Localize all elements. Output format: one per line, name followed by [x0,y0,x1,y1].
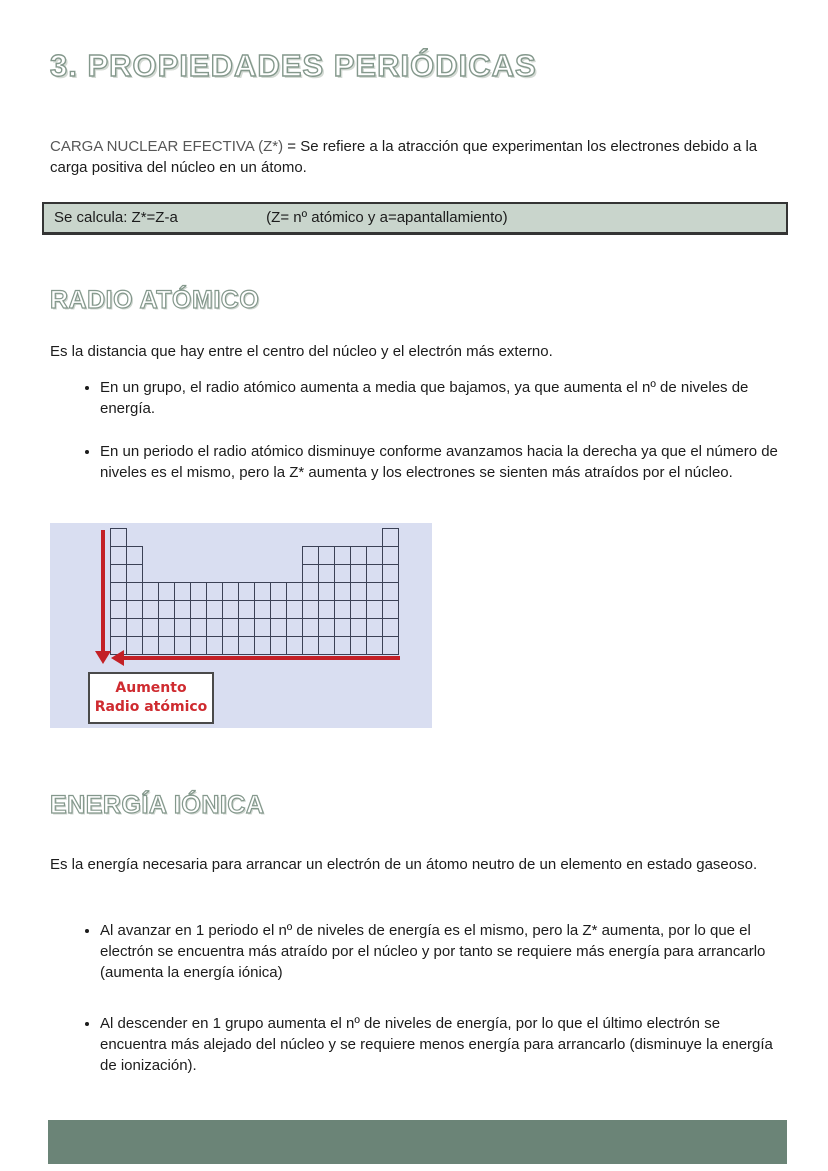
periodic-table-cell [110,600,127,619]
periodic-table-cell [366,618,383,637]
periodic-table-cell [318,582,335,601]
periodic-table-cell [110,618,127,637]
down-arrow-icon [101,530,105,651]
periodic-table-cell [190,582,207,601]
periodic-table-empty-cell [126,528,143,547]
periodic-table-cell [350,636,367,655]
periodic-table-empty-cell [334,528,351,547]
periodic-table-cell [206,618,223,637]
periodic-table-cell [110,528,127,547]
periodic-table-empty-cell [286,564,303,583]
periodic-table-empty-cell [158,546,175,565]
periodic-table-cell [350,582,367,601]
periodic-table-cell [238,618,255,637]
periodic-table-cell [142,636,159,655]
periodic-table-cell [126,600,143,619]
periodic-table-empty-cell [270,546,287,565]
periodic-table-cell [382,564,399,583]
bullet-item: • Al avanzar en 1 periodo el nº de niveles de energía es el mismo, pero la Z* aumenta, por lo que el electrón se encuentra más atraído por el núcleo y por tanto se requiere más energía para arrancarlo (aumenta la energía iónica) [100,920,788,983]
periodic-table-cell [270,618,287,637]
periodic-table-empty-cell [286,528,303,547]
periodic-table-empty-cell [222,564,239,583]
periodic-table-cell [126,618,143,637]
periodic-table-cell [302,582,319,601]
section-heading-energia-ionica: ENERGÍA IÓNICA [50,791,265,819]
periodic-table-cell [174,636,191,655]
periodic-table-cell [222,582,239,601]
energia-intro-paragraph: Es la energía necesaria para arrancar un electrón de un átomo neutro de un elemento en estado gaseoso. [50,856,758,873]
periodic-table-cell [110,546,127,565]
periodic-table-cell [222,600,239,619]
periodic-table-cell [110,564,127,583]
periodic-table-cell [382,618,399,637]
left-arrow-head-icon [111,650,124,666]
periodic-table-empty-cell [270,528,287,547]
page-title: 3. PROPIEDADES PERIÓDICAS [50,48,537,83]
periodic-table-cell [318,618,335,637]
periodic-table-cell [302,600,319,619]
periodic-table-cell [270,582,287,601]
periodic-table-empty-cell [190,546,207,565]
periodic-table-cell [318,600,335,619]
periodic-table-cell [158,600,175,619]
periodic-table-cell [382,600,399,619]
periodic-table-cell [254,600,271,619]
radio-intro-paragraph: Es la distancia que hay entre el centro del núcleo y el electrón más externo. [50,343,553,360]
periodic-table-cell [206,636,223,655]
periodic-table-cell [334,564,351,583]
periodic-table-row [110,528,398,547]
formula-note: (Z= nº atómico y a=apantallamiento) [266,209,508,226]
periodic-table-cell [158,582,175,601]
periodic-table-cell [158,636,175,655]
periodic-table-cell [302,564,319,583]
periodic-table-cell [366,546,383,565]
periodic-table-cell [318,546,335,565]
periodic-table-cell [270,636,287,655]
periodic-table-empty-cell [238,528,255,547]
periodic-table-cell [382,582,399,601]
periodic-table-cell [270,600,287,619]
periodic-table-empty-cell [158,564,175,583]
periodic-table-cell [174,582,191,601]
periodic-table-empty-cell [302,528,319,547]
periodic-table-cell [190,618,207,637]
periodic-table-empty-cell [286,546,303,565]
periodic-table-cell [302,546,319,565]
periodic-table-row [110,582,398,601]
formula-text: Se calcula: Z*=Z-a [54,209,178,226]
bullet-item: • En un grupo, el radio atómico aumenta a media que bajamos, ya que aumenta el nº de niveles de energía. [100,377,788,419]
periodic-table-cell [334,582,351,601]
periodic-table-empty-cell [142,528,159,547]
down-arrow-head-icon [95,651,111,664]
periodic-table-cell [222,636,239,655]
periodic-table-cell [190,600,207,619]
section-heading-radio-atomico: RADIO ATÓMICO [50,286,260,314]
periodic-table-cell [238,600,255,619]
periodic-table-cell [174,600,191,619]
periodic-table-cell [238,636,255,655]
periodic-table-empty-cell [142,564,159,583]
periodic-table-cell [366,600,383,619]
effective-nuclear-charge-definition: = Se refiere a la atracción que experimentan los electrones debido a la carga positiva del núcleo en un átomo. [50,138,758,176]
periodic-table-cell [142,582,159,601]
periodic-table-cell [350,546,367,565]
periodic-table-cell [286,618,303,637]
periodic-table-cell [190,636,207,655]
periodic-table-empty-cell [206,546,223,565]
periodic-table-empty-cell [238,564,255,583]
periodic-table-empty-cell [190,528,207,547]
periodic-table-cell [302,636,319,655]
periodic-table-empty-cell [206,564,223,583]
periodic-table-cell [254,582,271,601]
periodic-table-empty-cell [174,564,191,583]
periodic-table-empty-cell [254,564,271,583]
periodic-table-figure [50,523,432,728]
periodic-table-empty-cell [254,528,271,547]
periodic-table-cell [366,582,383,601]
periodic-table-cell [366,564,383,583]
periodic-table-row [110,636,398,655]
periodic-table-cell [318,636,335,655]
periodic-table-cell [222,618,239,637]
periodic-table-cell [350,618,367,637]
periodic-table-cell [286,582,303,601]
periodic-table-empty-cell [190,564,207,583]
figure-label-line1: Aumento [115,680,187,696]
energia-bullet-list [50,920,788,1076]
periodic-table-row [110,618,398,637]
periodic-table-empty-cell [318,528,335,547]
periodic-table-cell [142,600,159,619]
periodic-table-cell [206,582,223,601]
periodic-table-cell [206,600,223,619]
periodic-table-cell [174,618,191,637]
periodic-table-empty-cell [222,528,239,547]
periodic-table-empty-cell [350,528,367,547]
periodic-table-cell [382,546,399,565]
periodic-table-grid [110,528,398,654]
periodic-table-row [110,600,398,619]
formula-box [42,202,788,235]
periodic-table-row [110,564,398,583]
periodic-table-cell [382,528,399,547]
periodic-table-cell [254,618,271,637]
periodic-table-cell [126,546,143,565]
periodic-table-empty-cell [270,564,287,583]
periodic-table-cell [142,618,159,637]
radio-bullet-list [50,377,788,483]
figure-label-box [88,672,214,724]
effective-nuclear-charge-term: CARGA NUCLEAR EFECTIVA (Z*) [50,138,284,155]
figure-label-line2: Radio atómico [94,699,208,715]
periodic-table-cell [334,618,351,637]
periodic-table-cell [286,600,303,619]
periodic-table-cell [334,636,351,655]
periodic-table-cell [350,564,367,583]
periodic-table-empty-cell [238,546,255,565]
periodic-table-empty-cell [174,546,191,565]
periodic-table-cell [254,636,271,655]
periodic-table-cell [366,636,383,655]
effective-nuclear-charge-paragraph [50,136,788,178]
periodic-table-cell [302,618,319,637]
bullet-item: • En un periodo el radio atómico disminuye conforme avanzamos hacia la derecha ya que el número de niveles es el mismo, pero la Z* aumenta y los electrones se sienten más atraídos por el núcleo. [100,441,788,483]
periodic-table-cell [382,636,399,655]
periodic-table-empty-cell [254,546,271,565]
footer-bar [48,1120,787,1164]
periodic-table-empty-cell [174,528,191,547]
periodic-table-empty-cell [142,546,159,565]
periodic-table-cell [334,546,351,565]
periodic-table-cell [334,600,351,619]
periodic-table-cell [126,636,143,655]
left-arrow-icon [124,656,400,660]
periodic-table-cell [238,582,255,601]
periodic-table-empty-cell [222,546,239,565]
periodic-table-cell [110,582,127,601]
periodic-table-cell [158,618,175,637]
periodic-table-empty-cell [366,528,383,547]
periodic-table-empty-cell [206,528,223,547]
periodic-table-cell [126,582,143,601]
periodic-table-cell [286,636,303,655]
bullet-item: • Al descender en 1 grupo aumenta el nº de niveles de energía, por lo que el último electrón se encuentra más alejado del núcleo y se requiere menos energía para arrancarlo (disminuye la energía de ionización). [100,1013,788,1076]
periodic-table-cell [318,564,335,583]
periodic-table-cell [126,564,143,583]
periodic-table-row [110,546,398,565]
periodic-table-empty-cell [158,528,175,547]
periodic-table-cell [350,600,367,619]
